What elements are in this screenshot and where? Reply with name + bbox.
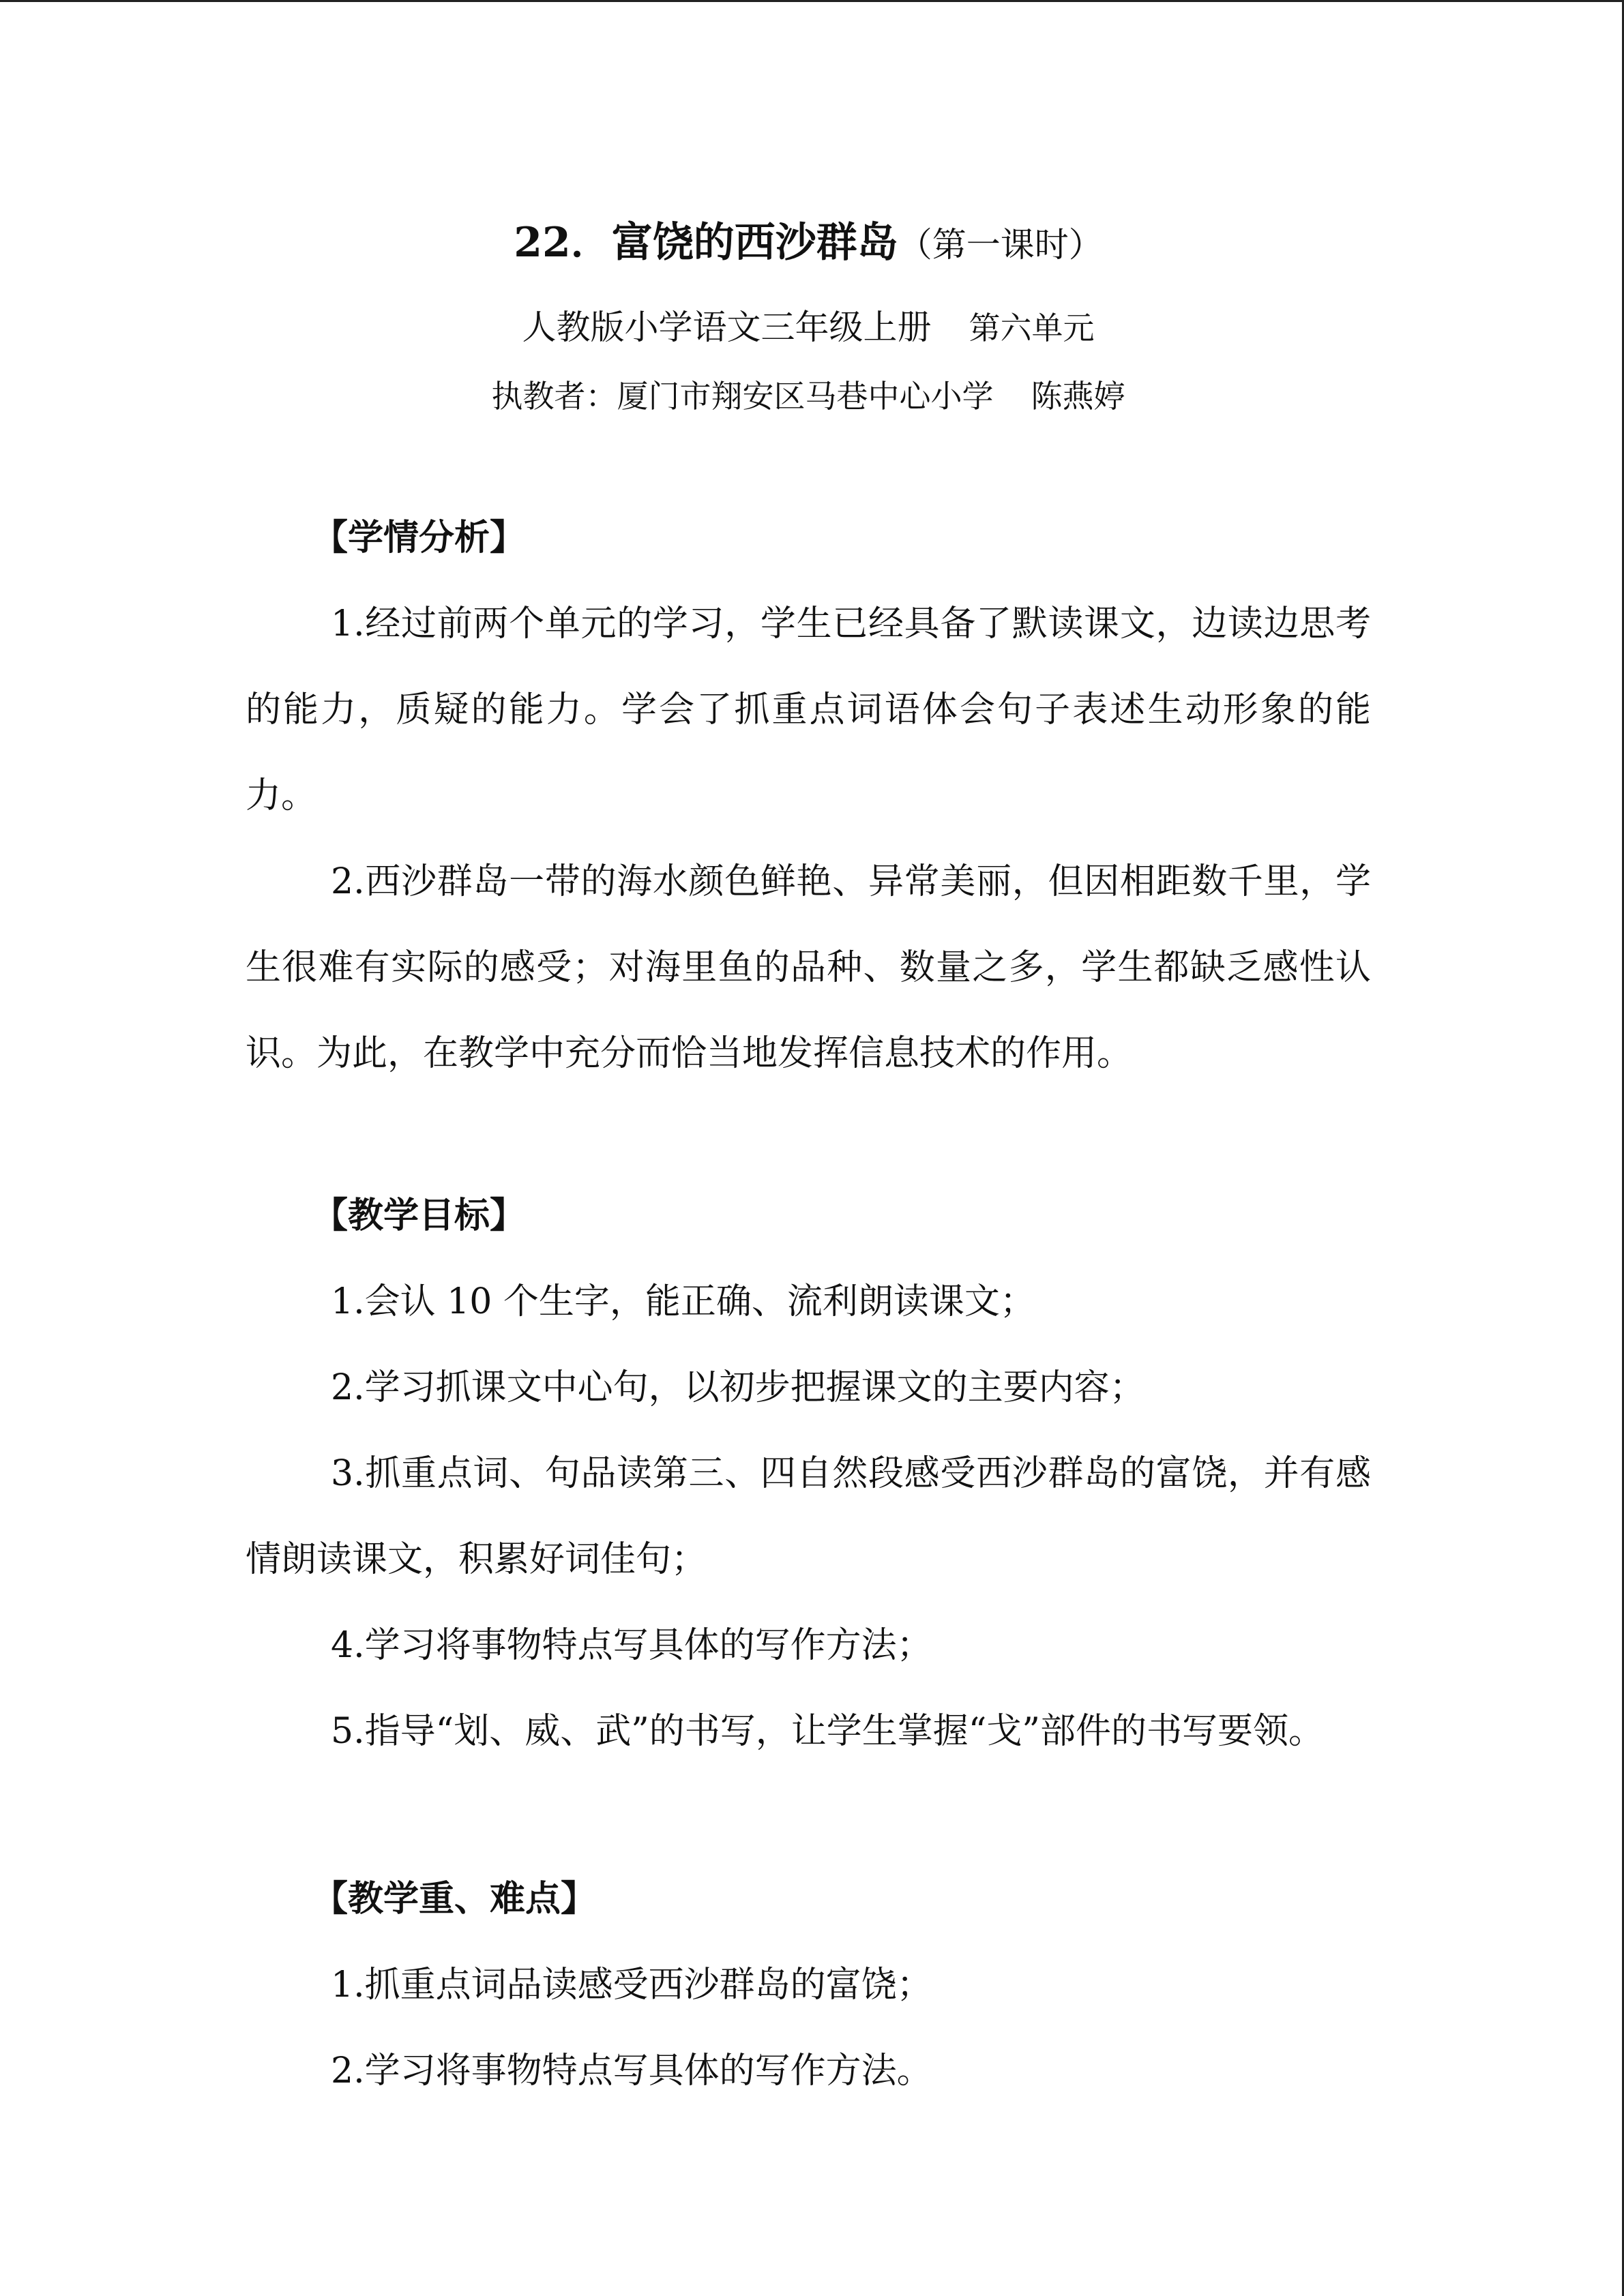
section-teaching-goals: [246, 1173, 1371, 1774]
textbook-name: 人教版小学语文三年级上册: [522, 308, 932, 347]
section-heading: 【教学目标】: [312, 1195, 526, 1236]
textbook-info: [246, 300, 1371, 349]
section-student-analysis: [246, 495, 1371, 1097]
section-key-points: [246, 1856, 1371, 2114]
goal-item: 1.会认 10 个生字，能正确、流利朗读课文；: [331, 1281, 1035, 1322]
key-point-item: 2.学习将事物特点写具体的写作方法。: [331, 2051, 932, 2091]
goal-item: 2.学习抓课文中心句，以初步把握课文的主要内容；: [331, 1367, 1145, 1408]
lesson-title-period: （第一课时）: [898, 225, 1103, 265]
teacher-school: 执教者：厦门市翔安区马巷中心小学: [491, 378, 994, 415]
unit-name: 第六单元: [969, 310, 1095, 346]
paragraph: 1.经过前两个单元的学习，学生已经具备了默读课文，边读边思考的能力，质疑的能力。学会了抓重点词语体会句子表述生动形象的能力。: [246, 603, 1371, 816]
section-heading: 【学情分析】: [312, 517, 526, 558]
section-heading: 【教学重、难点】: [312, 1878, 597, 1920]
goal-item: 3.抓重点词、句品读第三、四自然段感受西沙群岛的富饶，并有感情朗读课文，积累好词佳句；: [246, 1453, 1371, 1580]
teacher-name: 陈燕婷: [1031, 378, 1125, 415]
goal-item: 4.学习将事物特点写具体的写作方法；: [331, 1625, 932, 1666]
paragraph: 2.西沙群岛一带的海水颜色鲜艳、异常美丽，但因相距数千里，学生很难有实际的感受；对海里鱼的品种、数量之多，学生都缺乏感性认识。为此，在教学中充分而恰当地发挥信息技术的作用。: [246, 861, 1371, 1074]
goal-item: 5.指导“划、威、武”的书写，让学生掌握“戈”部件的书写要领。: [331, 1711, 1324, 1752]
lesson-title: [246, 210, 1371, 269]
key-point-item: 1.抓重点词品读感受西沙群岛的富饶；: [331, 1965, 932, 2006]
lesson-title-main: 22．富饶的西沙群岛: [514, 219, 898, 267]
teacher-info: [246, 372, 1371, 417]
page-top-border: [0, 0, 1624, 2]
